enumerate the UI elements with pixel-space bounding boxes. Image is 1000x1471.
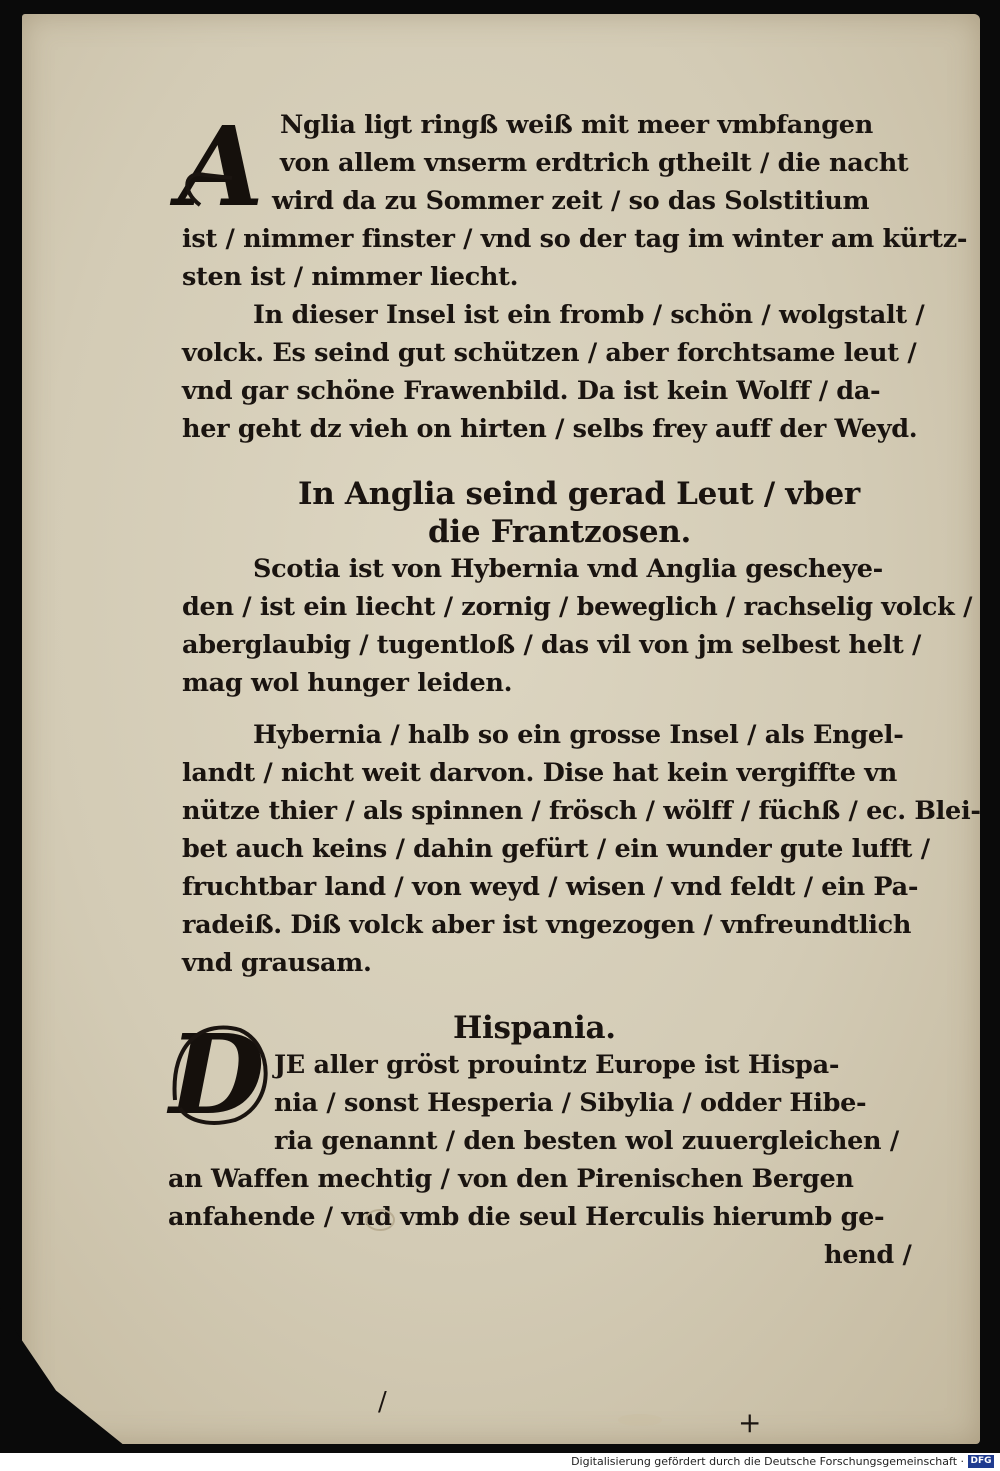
- text-line: landt / nicht weit darvon. Dise hat kein vergiffte vn: [182, 758, 898, 788]
- text-line: an Waffen mechtig / von den Pirenischen Bergen: [168, 1164, 854, 1194]
- text-line: nia / sonst Hesperia / Sibylia / odder Hibe-: [274, 1088, 867, 1118]
- text-line: bet auch keins / dahin gefürt / ein wunder gute lufft /: [182, 834, 930, 864]
- text-line: radeiß. Diß volck aber ist vngezogen / vnfreundtlich: [182, 910, 912, 940]
- text-line: ria genannt / den besten wol zuuergleichen /: [274, 1126, 899, 1156]
- text-line: Nglia ligt ringß weiß mit meer vmbfangen: [280, 110, 873, 140]
- text-line: aberglaubig / tugentloß / das vil von jm selbest helt /: [182, 630, 922, 660]
- text-line: JE aller gröst prouintz Europe ist Hispa-: [274, 1050, 840, 1080]
- text-line: von allem vnserm erdtrich gtheilt / die nacht: [280, 148, 909, 178]
- text-line: volck. Es seind gut schützen / aber forchtsame leut /: [182, 338, 917, 368]
- page-text: [148, 102, 981, 1274]
- text-line: sten ist / nimmer liecht.: [182, 262, 519, 292]
- text-line: mag wol hunger leiden.: [182, 668, 513, 698]
- bottom-mark-slash: /: [378, 1387, 387, 1417]
- footer-bar: [0, 1453, 1000, 1471]
- text-line: In dieser Insel ist ein fromb / schön / wolgstalt /: [253, 300, 925, 330]
- footer-credit: Digitalisierung gefördert durch die Deutsche Forschungsgemeinschaft ·: [571, 1455, 964, 1468]
- text-line: fruchtbar land / von weyd / wisen / vnd feldt / ein Pa-: [182, 872, 919, 902]
- decorated-initial-d: D: [169, 1010, 265, 1139]
- text-line: ist / nimmer finster / vnd so der tag im winter am kürtz-: [182, 224, 968, 254]
- text-line: Scotia ist von Hybernia vnd Anglia gescheye-: [253, 554, 883, 584]
- text-line: wird da zu Sommer zeit / so das Solstitium: [272, 186, 870, 216]
- section-heading-anglia: In Anglia seind gerad Leut / vber: [298, 476, 860, 512]
- text-line: anfahende / vnd vmb die seul Herculis hierumb ge-: [168, 1202, 885, 1232]
- text-line: nütze thier / als spinnen / frösch / wölff / füchß / ec. Blei-: [182, 796, 981, 826]
- section-heading-hispania: Hispania.: [453, 1010, 616, 1046]
- text-line: den / ist ein liecht / zornig / beweglich / rachselig volck /: [182, 592, 973, 622]
- text-line: Hybernia / halb so ein grosse Insel / als Engel-: [253, 720, 904, 750]
- text-line: vnd grausam.: [182, 948, 372, 978]
- dfg-logo: DFG: [968, 1455, 994, 1468]
- text-line: hend /: [824, 1240, 912, 1270]
- text-line: her geht dz vieh on hirten / selbs frey auff der Weyd.: [182, 414, 918, 444]
- bottom-mark-cross: +: [738, 1406, 762, 1439]
- decorated-initial-a: A: [178, 102, 264, 231]
- section-heading-anglia-cont: die Frantzosen.: [428, 514, 691, 550]
- text-line: vnd gar schöne Frawenbild. Da ist kein Wolff / da-: [182, 376, 881, 406]
